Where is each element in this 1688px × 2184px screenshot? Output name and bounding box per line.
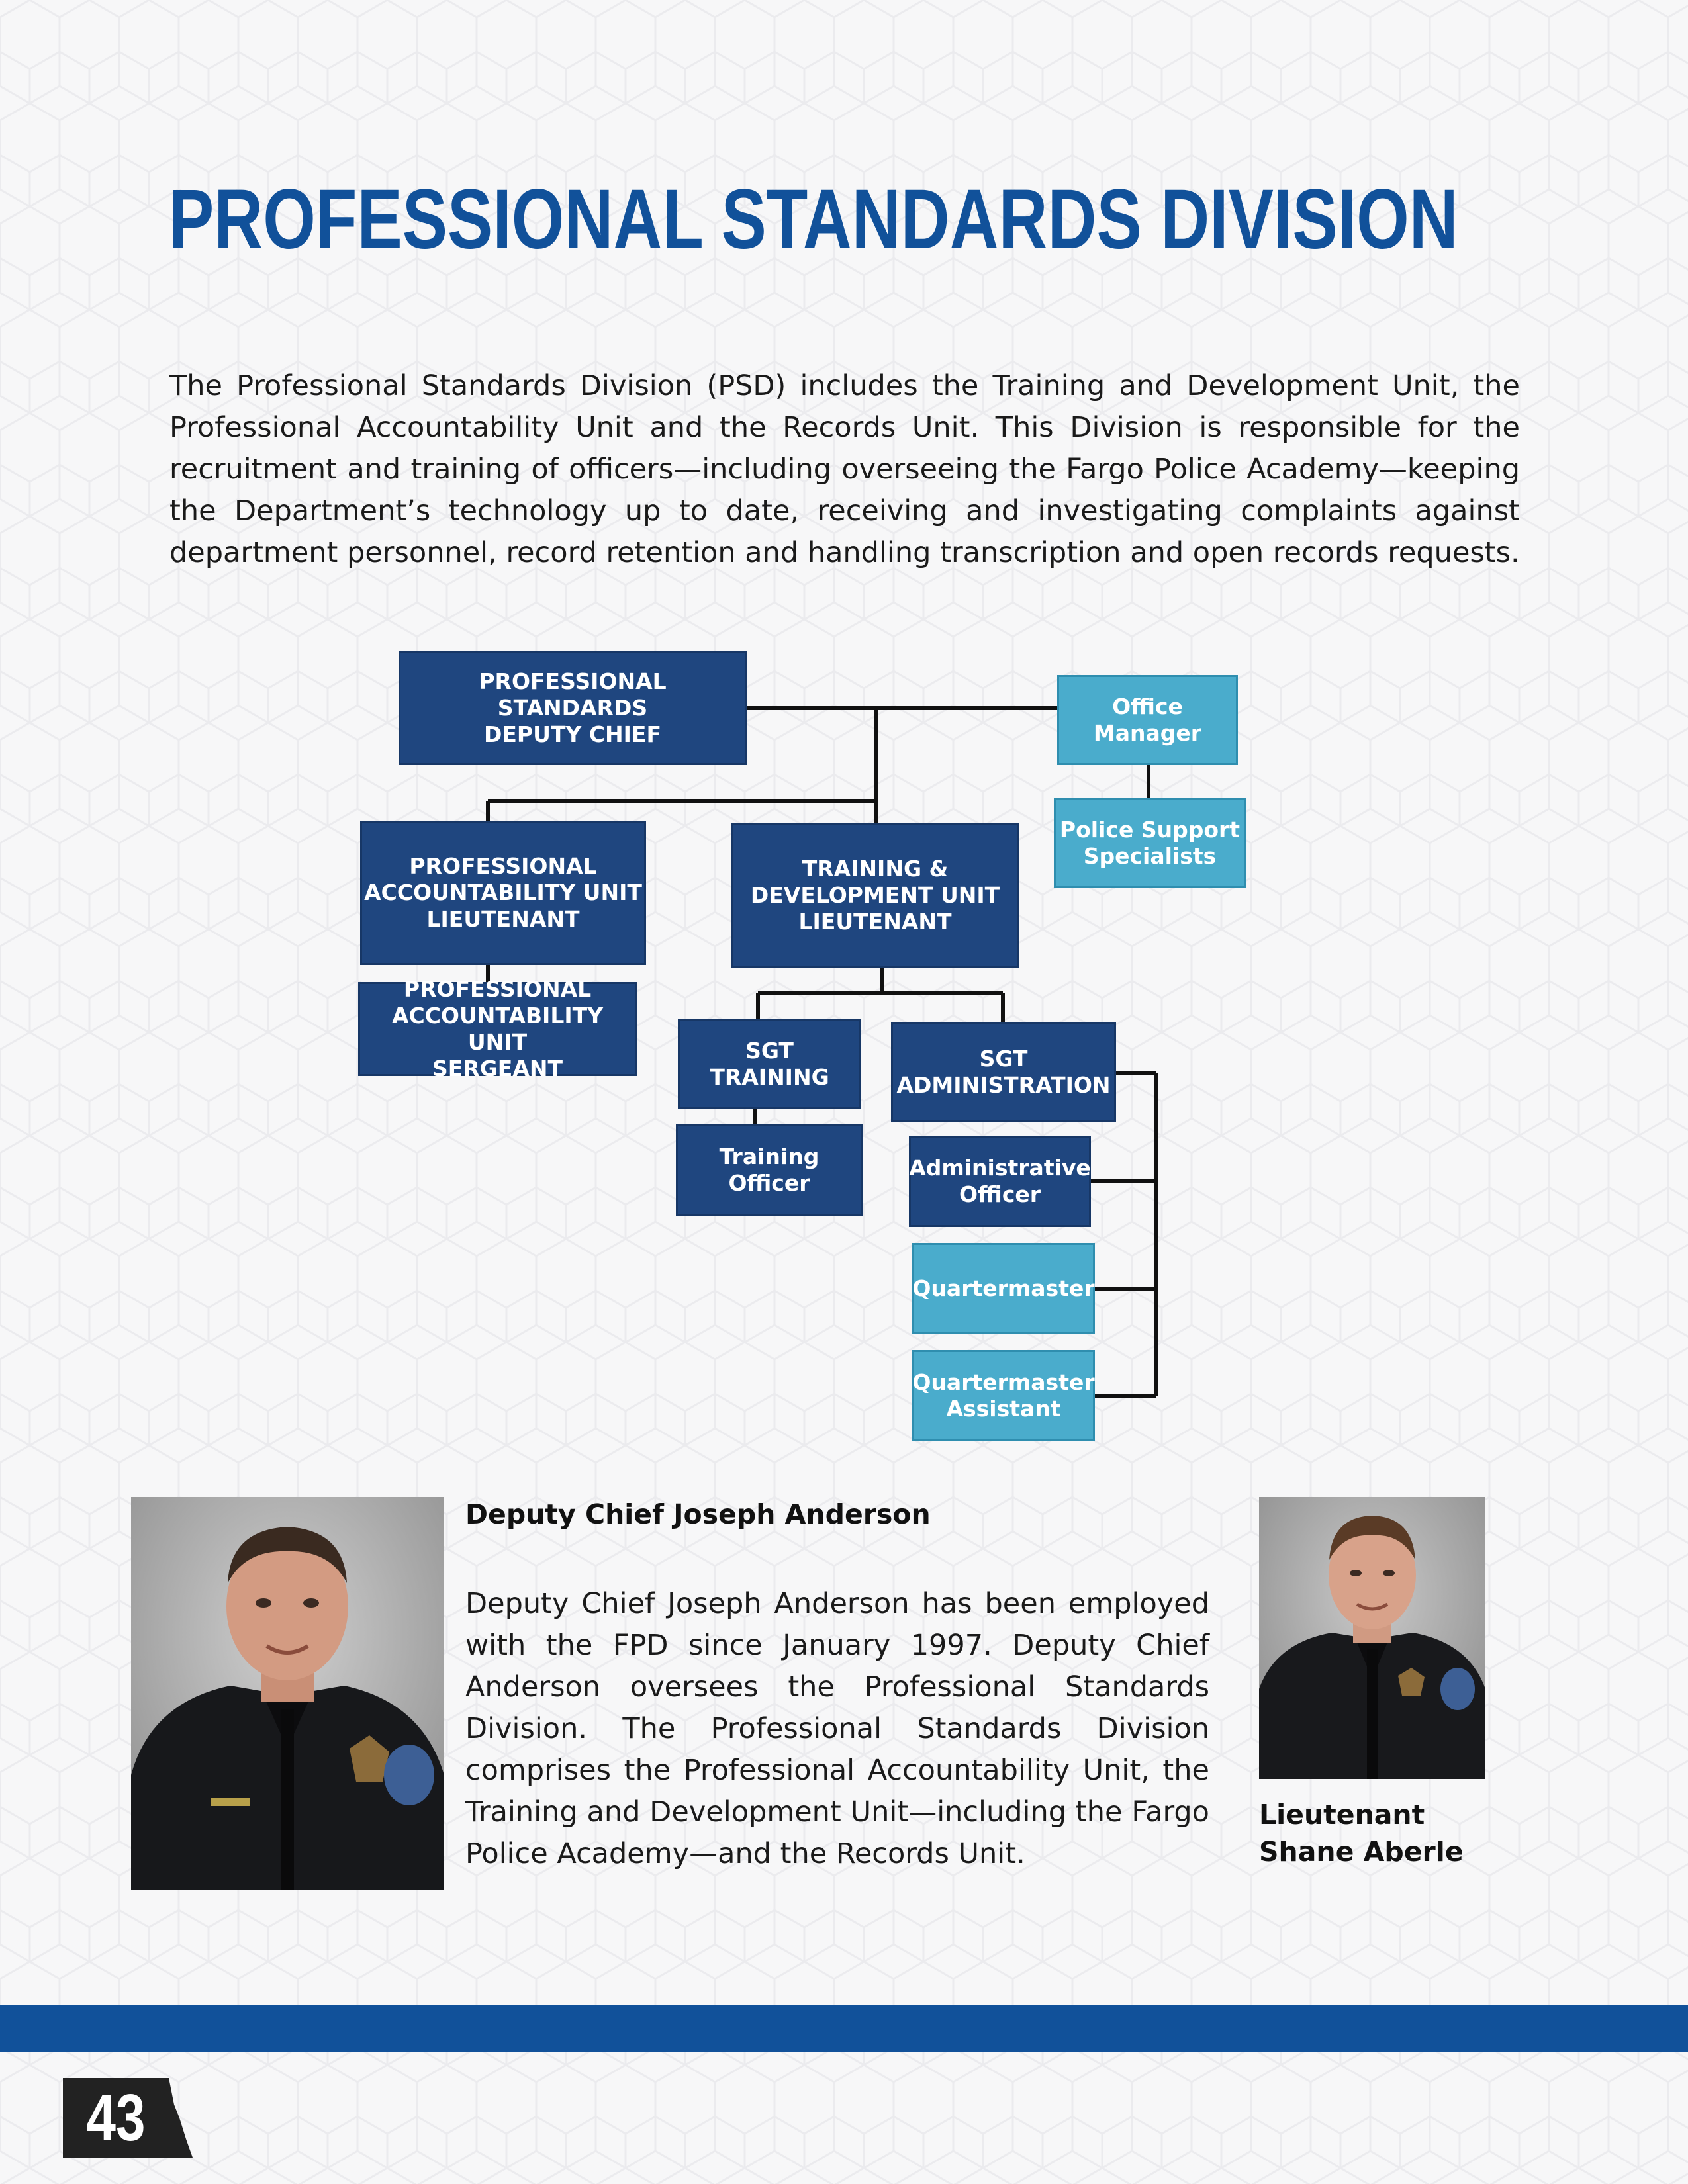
org-box-police-support-specialists: Police Support Specialists xyxy=(1054,798,1246,888)
bio-heading: Deputy Chief Joseph Anderson xyxy=(465,1498,931,1530)
lieutenant-name: Shane Aberle xyxy=(1259,1836,1464,1868)
footer-band xyxy=(0,2005,1688,2052)
org-box-tdu-lieutenant: TRAINING & DEVELOPMENT UNIT LIEUTENANT xyxy=(731,823,1019,968)
org-box-pau-sergeant: PROFESSIONAL ACCOUNTABILITY UNIT SERGEANT xyxy=(358,982,637,1076)
org-box-deputy-chief: PROFESSIONAL STANDARDS DEPUTY CHIEF xyxy=(399,651,747,765)
org-box-office-manager: Office Manager xyxy=(1057,675,1238,765)
bio-paragraph: Deputy Chief Joseph Anderson has been employed with the FPD since January 1997. Deputy Chief Anderson oversees the Professional Standards Division. The Professional Standards Division comprises the Professional Accountability Unit, the Training and Development Unit—including the Fargo Police Academy—and the Records Unit. xyxy=(465,1587,1209,1870)
org-box-sgt-administration: SGT ADMINISTRATION xyxy=(891,1022,1116,1122)
org-box-pau-lieutenant: PROFESSIONAL ACCOUNTABILITY UNIT LIEUTENANT xyxy=(360,821,646,965)
page-title: PROFESSIONAL STANDARDS DIVISION xyxy=(169,172,1458,267)
org-box-administrative-officer: Administrative Officer xyxy=(909,1136,1091,1227)
org-box-quartermaster: Quartermaster xyxy=(912,1243,1095,1334)
org-box-quartermaster-assistant: Quartermaster Assistant xyxy=(912,1350,1095,1441)
org-box-sgt-training: SGT TRAINING xyxy=(678,1019,861,1109)
lieutenant-photo xyxy=(1259,1497,1485,1779)
org-box-training-officer: Training Officer xyxy=(676,1124,863,1216)
page-number: 43 xyxy=(86,2081,146,2155)
lieutenant-rank: Lieutenant xyxy=(1259,1799,1425,1831)
deputy-chief-photo xyxy=(131,1497,444,1890)
intro-paragraph: The Professional Standards Division (PSD) includes the Training and Development Unit, the Professional Accountability Unit and the Records Unit. This Division is responsible for the recruitment and training of officers—including overseeing the Fargo Police Academy—keeping the Department’s technology up to date, receiving and investigating complaints against department personnel, record retention and handling transcription and open records requests. xyxy=(169,369,1520,569)
